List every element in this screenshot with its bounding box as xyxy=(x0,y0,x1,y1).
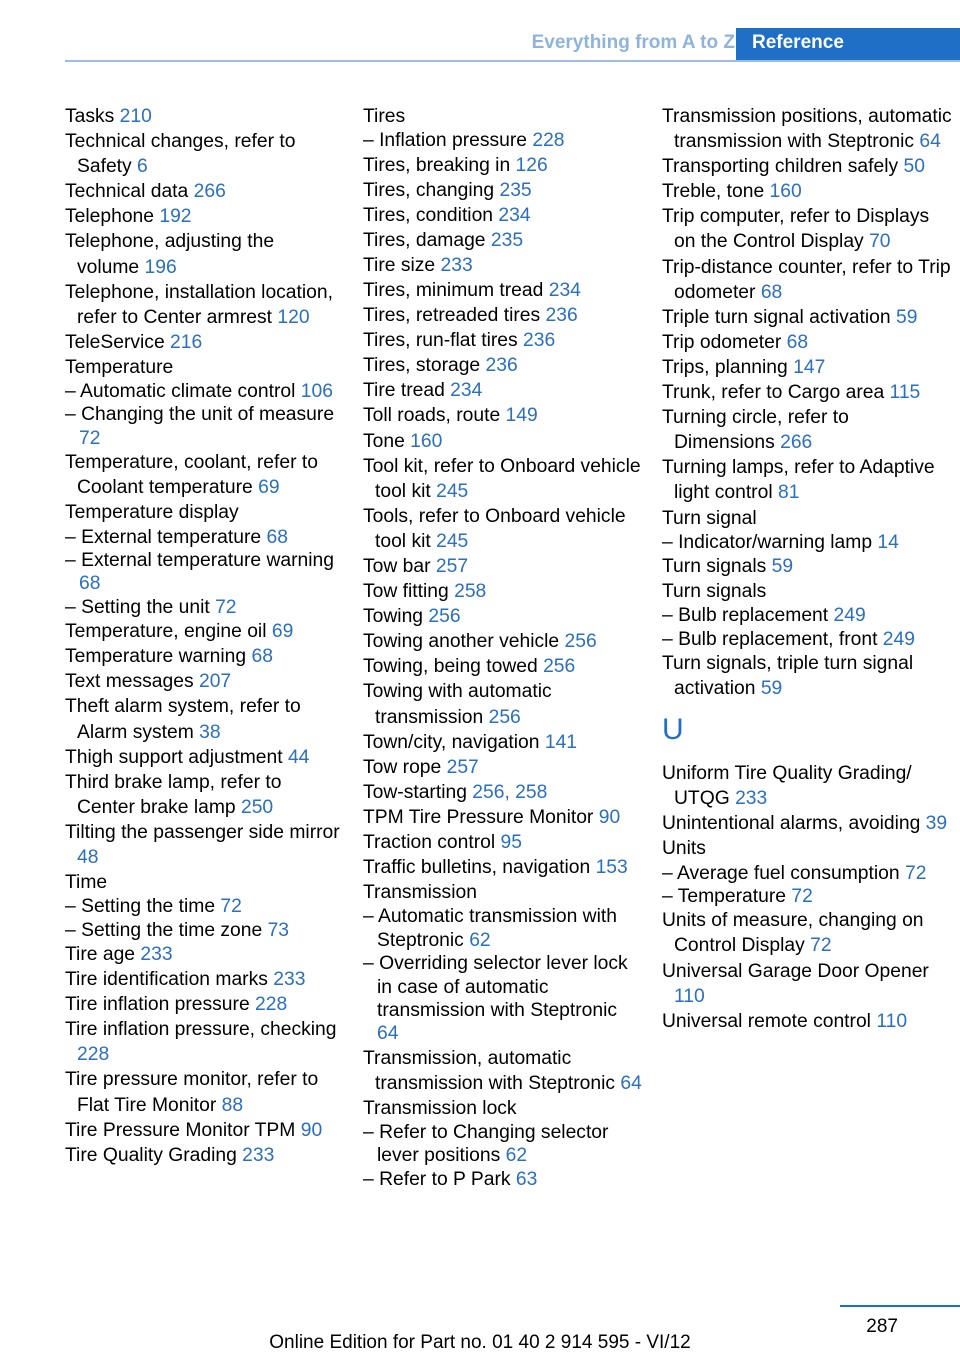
entry-text: Temperature, coolant, refer to Coolant temperature xyxy=(65,452,318,499)
entry-text: Uniform Tire Quality Grading/ UTQG xyxy=(662,763,912,810)
index-entry xyxy=(363,579,643,604)
entry-text: Tow rope xyxy=(363,756,442,778)
entry-text: Transmission lock xyxy=(363,1097,517,1119)
section-title: Everything from A to Z xyxy=(531,32,735,53)
index-entry xyxy=(65,1118,340,1143)
index-entry xyxy=(363,303,643,328)
index-entry xyxy=(363,654,643,679)
entry-text: Universal Garage Door Opener xyxy=(662,960,929,982)
page-reference-link[interactable]: 68 xyxy=(760,281,783,303)
page-reference-link[interactable]: 120 xyxy=(277,306,310,328)
index-entry xyxy=(662,506,952,531)
page-reference-link[interactable]: 14 xyxy=(877,531,899,553)
index-entry xyxy=(662,761,952,811)
index-entry xyxy=(662,255,952,305)
index-entry xyxy=(65,500,340,525)
entry-text: Traction control xyxy=(363,832,496,854)
page-reference-link[interactable]: 228 xyxy=(532,130,565,152)
entry-text: – Average fuel consumption xyxy=(662,862,900,884)
index-subentry xyxy=(662,628,952,651)
page-reference-link[interactable]: 72 xyxy=(79,427,101,449)
page-reference-link[interactable]: 228 xyxy=(77,1044,110,1066)
entry-text: Traffic bulletins, navigation xyxy=(363,857,591,879)
index-entry xyxy=(363,880,643,905)
page-reference-link[interactable]: 90 xyxy=(300,1119,323,1141)
entry-text: – Bulb replacement xyxy=(662,605,829,627)
entry-text: Tire Pressure Monitor TPM xyxy=(65,1119,296,1141)
page-reference-link[interactable]: 141 xyxy=(544,731,578,753)
entry-text: Tire age xyxy=(65,944,136,965)
page-reference-link[interactable]: 90 xyxy=(598,806,621,828)
entry-text: – Overriding selector lever lock in case of automatic transmission with Steptronic xyxy=(363,953,628,1021)
page-reference-link[interactable]: 153 xyxy=(595,857,628,879)
entry-text: Tires xyxy=(363,106,406,127)
page-reference-link[interactable]: 236 xyxy=(485,355,518,377)
page-reference-link[interactable]: 72 xyxy=(215,596,237,618)
entry-text: Telephone xyxy=(65,206,154,228)
page-reference-link[interactable]: 68 xyxy=(786,331,809,353)
index-subentry xyxy=(65,549,340,596)
entry-text: Turn signals, triple turn signal activation xyxy=(662,653,914,700)
entry-text: Tow bar xyxy=(363,556,431,577)
entry-text: Tow fitting xyxy=(363,581,449,603)
page-reference-link[interactable]: 236 xyxy=(545,305,578,327)
page-reference-link[interactable]: 110 xyxy=(674,985,705,1007)
page-reference-link[interactable]: 233 xyxy=(273,969,306,991)
page-reference-link[interactable]: 70 xyxy=(869,231,891,253)
entry-text: Transmission xyxy=(363,882,477,904)
entry-text: Towing another vehicle xyxy=(363,631,560,653)
page-reference-link[interactable]: 72 xyxy=(904,862,927,884)
page-reference-link[interactable]: 72 xyxy=(791,885,813,907)
page-number: 287 xyxy=(866,1316,898,1337)
page-reference-link[interactable]: 68 xyxy=(79,573,101,595)
entry-text: Tire inflation pressure xyxy=(65,994,250,1016)
entry-text: Transporting children safely xyxy=(662,156,899,178)
index-entry xyxy=(363,604,643,629)
entry-text: – Bulb replacement, front xyxy=(662,628,878,650)
index-entry xyxy=(662,455,952,505)
index-entry xyxy=(65,619,340,644)
index-entry xyxy=(65,745,340,770)
page-reference-link[interactable]: 72 xyxy=(810,935,832,957)
page-reference-link[interactable]: 245 xyxy=(436,530,469,552)
index-entry xyxy=(65,820,340,870)
entry-text: Time xyxy=(65,872,108,894)
page-reference-link[interactable]: 235 xyxy=(490,229,524,251)
entry-text: Turning circle, refer to Dimensions xyxy=(662,407,849,454)
entry-text: Third brake lamp, refer to Center brake lamp xyxy=(65,771,282,818)
page-reference-link[interactable]: 249 xyxy=(882,628,915,650)
entry-text: Turn signal xyxy=(662,507,757,529)
index-entry xyxy=(363,178,643,203)
page-reference-link[interactable]: 68 xyxy=(266,526,288,548)
entry-text: – Changing the unit of measure xyxy=(65,404,335,426)
entry-text: Towing xyxy=(363,606,424,628)
entry-text: – Setting the unit xyxy=(65,596,210,618)
page-reference-link[interactable]: 233 xyxy=(140,944,173,965)
index-subentry xyxy=(65,919,340,942)
index-entry xyxy=(363,228,643,253)
index-entry xyxy=(662,651,952,701)
entry-text: Tire tread xyxy=(363,380,445,402)
page-reference-link[interactable]: 266 xyxy=(193,181,226,203)
index-entry xyxy=(363,353,643,378)
page-reference-link[interactable]: 63 xyxy=(515,1168,538,1190)
page-reference-link[interactable]: 160 xyxy=(410,430,443,452)
footer-rule xyxy=(840,1305,960,1307)
index-entry xyxy=(662,380,952,405)
index-entry xyxy=(65,694,340,744)
page-reference-link[interactable]: 59 xyxy=(896,306,918,328)
entry-text: Tires, storage xyxy=(363,355,481,377)
entry-text: Theft alarm system, refer to Alarm system xyxy=(65,696,301,743)
page-reference-link[interactable]: 160 xyxy=(769,181,802,203)
page-reference-link[interactable]: 216 xyxy=(170,331,203,353)
entry-text: Temperature display xyxy=(65,502,239,524)
entry-text: Tilting the passenger side mirror xyxy=(65,821,340,843)
page-reference-link[interactable]: 149 xyxy=(505,405,538,427)
entry-text: Trip odometer xyxy=(662,331,782,353)
index-subentry xyxy=(65,526,340,549)
entry-text: Town/city, navigation xyxy=(363,731,540,753)
index-entry xyxy=(65,330,340,355)
entry-text: Turn signals xyxy=(662,581,767,603)
entry-text: Temperature, engine oil xyxy=(65,621,267,643)
index-entry xyxy=(662,959,952,1009)
index-subentry xyxy=(662,862,952,885)
page-reference-link[interactable]: 250 xyxy=(240,796,274,818)
index-entry xyxy=(65,280,340,330)
page-reference-link[interactable]: 39 xyxy=(925,813,948,835)
reference-tab: Reference xyxy=(736,28,960,60)
page-reference-link[interactable]: 64 xyxy=(919,131,941,153)
index-column-3 xyxy=(662,104,952,1034)
index-column-1 xyxy=(65,104,340,1168)
page-reference-link[interactable]: 44 xyxy=(287,746,310,768)
index-entry xyxy=(662,1009,952,1034)
entry-text: Tire pressure monitor, refer to Flat Tire Monitor xyxy=(65,1069,319,1116)
page-reference-link[interactable]: 233 xyxy=(242,1144,275,1166)
entry-text: Tires, damage xyxy=(363,229,486,251)
entry-text: TeleService xyxy=(65,331,165,353)
page-reference-link[interactable]: 95 xyxy=(500,832,522,854)
index-subentry xyxy=(363,1121,643,1168)
index-entry xyxy=(65,1017,340,1067)
entry-text: Transmission positions, automatic transmission with Steptronic xyxy=(662,106,952,153)
entry-text: Tires, breaking in xyxy=(363,154,511,176)
entry-text: – Setting the time zone xyxy=(65,919,263,941)
index-subentry xyxy=(662,604,952,627)
index-entry xyxy=(363,403,643,428)
page-reference-link[interactable]: 69 xyxy=(271,621,294,643)
index-entry xyxy=(65,229,340,279)
index-entry xyxy=(363,153,643,178)
page-reference-link[interactable]: 126 xyxy=(515,154,548,176)
entry-text: Tone xyxy=(363,430,405,452)
index-entry xyxy=(662,204,952,254)
index-entry xyxy=(363,1046,643,1096)
index-entry xyxy=(363,203,643,228)
page-reference-link[interactable]: 81 xyxy=(777,482,800,504)
entry-text: – External temperature xyxy=(65,526,262,548)
entry-text: Transmission, automatic transmission with Steptronic xyxy=(363,1047,616,1094)
index-entry xyxy=(662,405,952,455)
index-entry xyxy=(363,805,643,830)
entry-text: – Automatic transmission with Steptronic xyxy=(363,906,617,951)
page-reference-link[interactable]: 235 xyxy=(499,179,532,201)
index-subentry xyxy=(363,1168,643,1191)
index-entry xyxy=(662,554,952,579)
index-entry xyxy=(65,870,340,895)
index-entry xyxy=(65,204,340,229)
page-reference-link[interactable]: 234 xyxy=(498,204,531,226)
page-reference-link[interactable]: 88 xyxy=(221,1094,244,1116)
entry-text: Trip-distance counter, refer to Trip odometer xyxy=(662,256,951,303)
index-entry xyxy=(363,378,643,403)
index-entry xyxy=(662,811,952,836)
page-reference-link[interactable]: 236 xyxy=(523,330,556,352)
index-entry xyxy=(65,644,340,669)
index-entry xyxy=(65,104,340,129)
entry-text: – Temperature xyxy=(662,885,786,907)
entry-text: Units of measure, changing on Control Display xyxy=(662,910,924,957)
entry-text: Tire identification marks xyxy=(65,969,268,991)
edition-footer: Online Edition for Part no. 01 40 2 914 595 - VI/12 xyxy=(269,1332,691,1353)
index-column-2 xyxy=(363,104,643,1191)
entry-text: Trunk, refer to Cargo area xyxy=(662,382,885,404)
entry-text: Tires, retreaded tires xyxy=(363,305,541,327)
page-reference-link[interactable]: 249 xyxy=(833,605,866,627)
entry-text: Temperature warning xyxy=(65,646,247,668)
index-entry xyxy=(65,967,340,992)
entry-text: Unintentional alarms, avoiding xyxy=(662,813,921,835)
page-reference-link[interactable]: 106 xyxy=(300,381,333,403)
index-subentry xyxy=(363,952,643,1046)
entry-text: Turning lamps, refer to Adaptive light control xyxy=(662,457,935,504)
page-reference-link[interactable]: 233 xyxy=(735,788,768,810)
index-subentry xyxy=(662,531,952,554)
index-entry xyxy=(363,104,643,129)
index-entry xyxy=(65,450,340,500)
page-reference-link[interactable]: 68 xyxy=(251,646,273,668)
page-reference-link[interactable]: 147 xyxy=(793,356,826,378)
index-entry xyxy=(662,836,952,861)
index-entry xyxy=(363,328,643,353)
page-reference-link[interactable]: 38 xyxy=(199,721,221,743)
page-reference-link[interactable]: 257 xyxy=(446,756,479,778)
entry-text: Treble, tone xyxy=(662,181,765,203)
page-reference-link[interactable]: 6 xyxy=(137,156,148,178)
page-reference-link[interactable]: 62 xyxy=(505,1145,528,1167)
entry-text: Trips, planning xyxy=(662,356,788,378)
page-header xyxy=(0,28,960,62)
index-entry xyxy=(65,179,340,204)
index-entry xyxy=(363,755,643,780)
page-reference-link[interactable]: 234 xyxy=(450,380,483,402)
index-entry xyxy=(363,554,643,579)
index-subentry xyxy=(65,380,340,403)
index-entry xyxy=(363,1096,643,1121)
page-reference-link[interactable]: 64 xyxy=(377,1023,399,1045)
index-entry xyxy=(662,330,952,355)
index-entry xyxy=(363,830,643,855)
header-rule xyxy=(65,60,960,62)
index-entry xyxy=(662,305,952,330)
page-reference-link[interactable]: 73 xyxy=(267,919,290,941)
index-entry xyxy=(65,355,340,380)
entry-text: – Setting the time xyxy=(65,896,216,918)
entry-text: Technical changes, refer to Safety xyxy=(65,131,296,178)
index-entry xyxy=(65,770,340,820)
index-entry xyxy=(65,992,340,1017)
index-entry xyxy=(65,129,340,179)
page-reference-link[interactable]: 192 xyxy=(159,206,192,228)
page-reference-link[interactable]: 69 xyxy=(258,477,280,499)
entry-text: – Indicator/warning lamp xyxy=(662,531,873,553)
entry-text: Tires, minimum tread xyxy=(363,279,544,301)
index-entry xyxy=(662,355,952,380)
entry-text: – Automatic climate control xyxy=(65,381,296,403)
index-entry xyxy=(363,429,643,454)
index-entry xyxy=(662,104,952,154)
index-entry xyxy=(662,154,952,179)
index-entry xyxy=(363,679,643,729)
page-reference-link[interactable]: 64 xyxy=(620,1072,642,1094)
entry-text: Temperature xyxy=(65,356,174,378)
page-reference-link[interactable]: 257 xyxy=(435,556,469,577)
page-reference-link[interactable]: 256 xyxy=(543,656,576,678)
page-reference-link[interactable]: 72 xyxy=(220,896,242,918)
index-entry xyxy=(363,780,643,805)
index-subentry xyxy=(363,129,643,152)
index-entry xyxy=(363,504,643,554)
index-entry xyxy=(65,1143,340,1168)
entry-text: Units xyxy=(662,838,706,860)
page-reference-link[interactable]: 233 xyxy=(440,254,473,276)
page-reference-link[interactable]: 48 xyxy=(77,847,99,868)
entry-text: Tires, run-flat tires xyxy=(363,330,518,352)
page-reference-link[interactable]: 228 xyxy=(255,994,288,1016)
index-entry xyxy=(363,855,643,880)
index-entry xyxy=(363,629,643,654)
entry-text: – Refer to P Park xyxy=(363,1168,511,1190)
index-entry xyxy=(363,454,643,504)
page-reference-link[interactable]: 258 xyxy=(454,581,487,603)
entry-text: Tasks xyxy=(65,106,115,127)
entry-text: Tow-starting xyxy=(363,781,467,803)
index-letter-heading: U xyxy=(662,713,684,747)
page-reference-link[interactable]: 62 xyxy=(469,929,491,951)
index-entry xyxy=(65,942,340,967)
page-reference-link[interactable]: 59 xyxy=(760,678,783,700)
page-reference-link[interactable]: 245 xyxy=(436,480,469,502)
page-reference-link[interactable]: 50 xyxy=(903,156,925,178)
entry-text: Tire size xyxy=(363,254,436,276)
page-reference-link[interactable]: 196 xyxy=(144,256,177,278)
page-reference-link[interactable]: 256, 258 xyxy=(472,781,548,803)
index-subentry xyxy=(363,905,643,952)
index-subentry xyxy=(65,895,340,918)
entry-text: Turn signals xyxy=(662,556,767,577)
entry-text: Tire Quality Grading xyxy=(65,1144,237,1166)
index-entry xyxy=(662,579,952,604)
page-reference-link[interactable]: 207 xyxy=(198,671,232,693)
index-entry xyxy=(363,253,643,278)
entry-text: – External temperature warning xyxy=(65,549,335,571)
page-reference-link[interactable]: 266 xyxy=(780,432,813,454)
page-reference-link[interactable]: 256 xyxy=(428,606,461,628)
entry-text: Text messages xyxy=(65,671,194,693)
page-reference-link[interactable]: 110 xyxy=(876,1010,908,1032)
index-entry xyxy=(65,669,340,694)
index-subentry xyxy=(662,885,952,908)
entry-text: – Inflation pressure xyxy=(363,130,527,152)
entry-text: Trip computer, refer to Displays on the Control Display xyxy=(662,206,930,253)
entry-text: Telephone, adjusting the volume xyxy=(65,231,275,278)
entry-text: Towing, being towed xyxy=(363,656,538,678)
entry-text: Tool kit, refer to Onboard vehicle tool kit xyxy=(363,455,641,502)
entry-text: Tire inflation pressure, checking xyxy=(65,1019,337,1041)
index-entry xyxy=(662,908,952,958)
entry-text: Universal remote control xyxy=(662,1010,871,1032)
index-entry xyxy=(363,278,643,303)
entry-text: Technical data xyxy=(65,181,189,203)
entry-text: TPM Tire Pressure Monitor xyxy=(363,806,594,828)
page-reference-link[interactable]: 210 xyxy=(119,106,152,127)
index-entry xyxy=(65,1067,340,1117)
entry-text: Triple turn signal activation xyxy=(662,306,891,328)
entry-text: Tires, condition xyxy=(363,204,494,226)
index-subentry xyxy=(65,596,340,619)
entry-text: – Refer to Changing selector lever positions xyxy=(363,1122,609,1167)
index-subentry xyxy=(65,403,340,450)
entry-text: Tools, refer to Onboard vehicle tool kit xyxy=(363,505,626,552)
page-reference-link[interactable]: 256 xyxy=(564,631,597,653)
entry-text: Towing with automatic transmission xyxy=(363,681,552,728)
entry-text: Thigh support adjustment xyxy=(65,746,283,768)
entry-text: Tires, changing xyxy=(363,179,495,201)
page-reference-link[interactable]: 59 xyxy=(771,556,794,577)
entry-text: Toll roads, route xyxy=(363,405,501,427)
index-entry xyxy=(363,730,643,755)
page-reference-link[interactable]: 234 xyxy=(548,279,581,301)
index-entry xyxy=(662,179,952,204)
page-reference-link[interactable]: 115 xyxy=(889,382,921,404)
page-reference-link[interactable]: 256 xyxy=(488,706,521,728)
entry-text: Telephone, installation location, refer to Center armrest xyxy=(65,281,333,328)
